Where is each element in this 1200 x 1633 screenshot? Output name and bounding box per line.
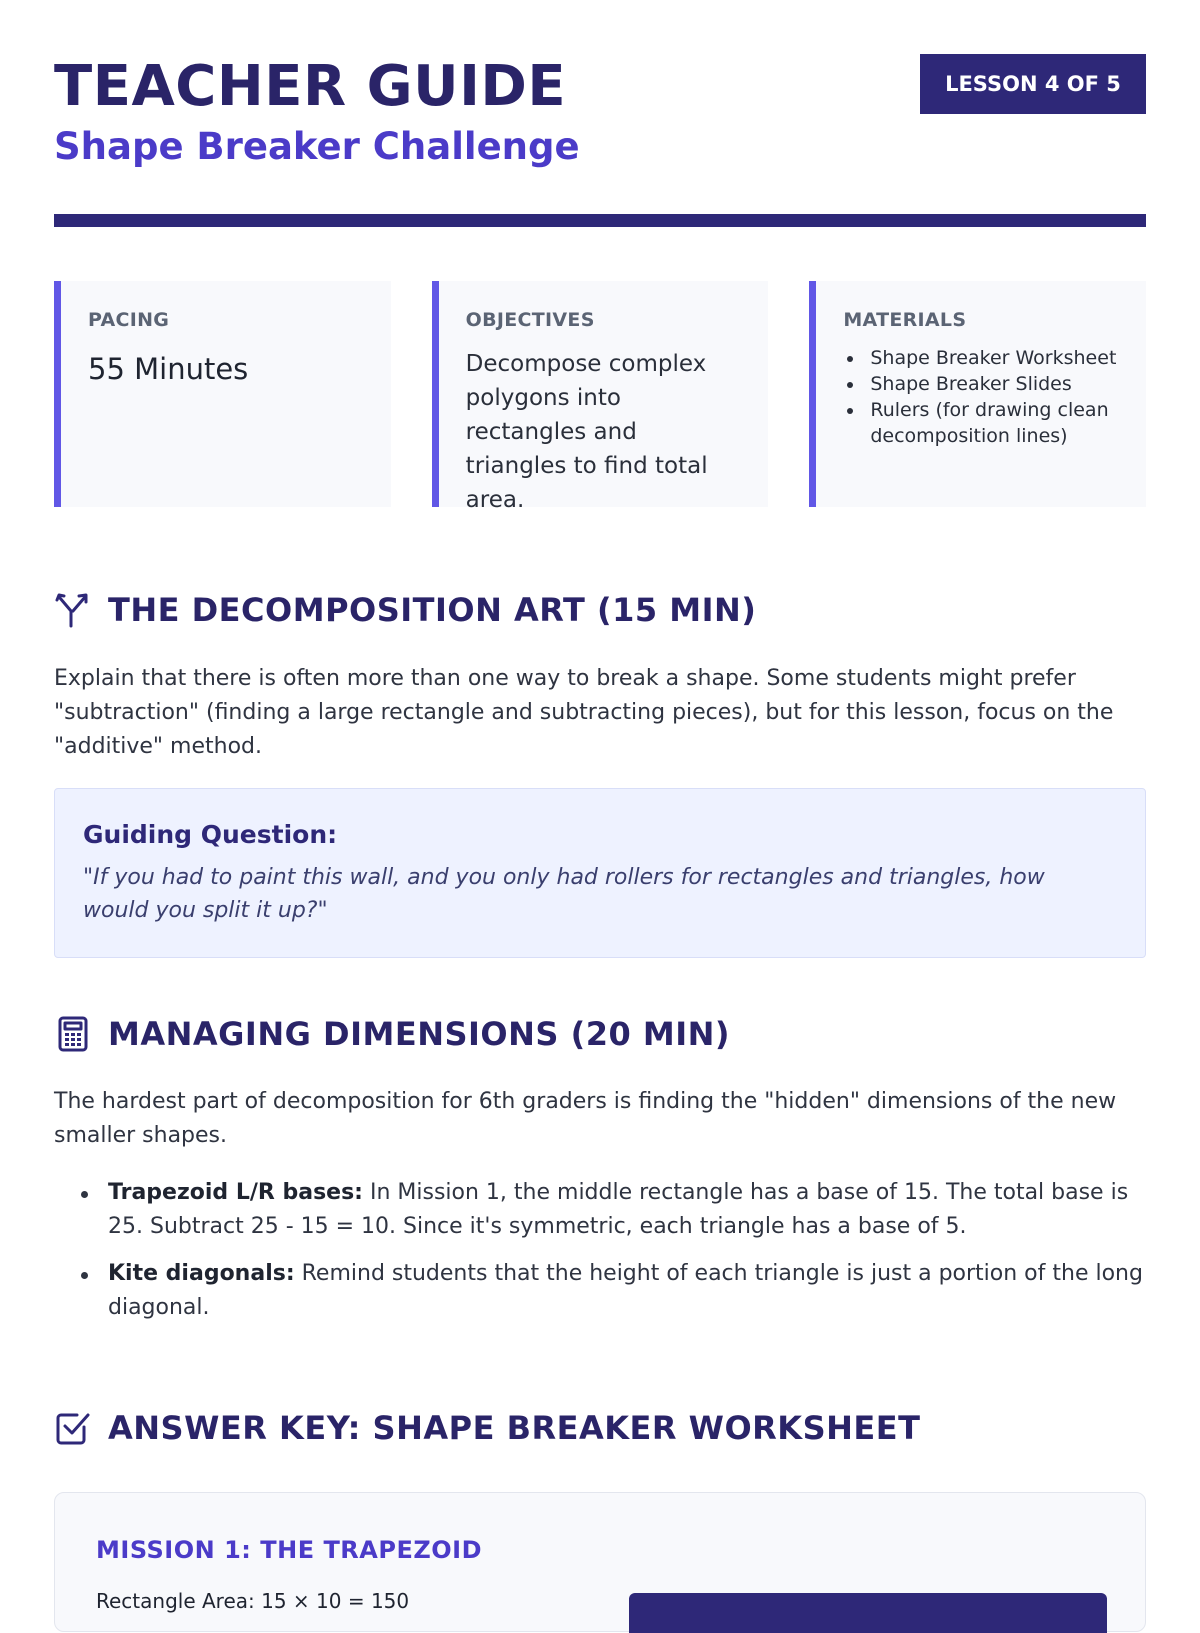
- section-answer-key-header: [54, 1408, 920, 1448]
- callout-quote: "If you had to paint this wall, and you only had rollers for rectangles and triangles, how would you split it up?": [83, 865, 1045, 923]
- calculator-icon: [54, 1015, 92, 1053]
- materials-item: Shape Breaker Worksheet: [843, 345, 1120, 371]
- objectives-label: OBJECTIVES: [465, 309, 595, 331]
- mission-diagram-frame: [629, 1593, 1107, 1633]
- materials-item: Rulers (for drawing clean decomposition lines): [843, 397, 1120, 449]
- materials-item: Shape Breaker Slides: [843, 371, 1120, 397]
- callout-title: Guiding Question:: [83, 820, 338, 849]
- section-dimensions-header: [54, 1014, 730, 1054]
- materials-label: MATERIALS: [843, 309, 967, 331]
- dimensions-paragraph: The hardest part of decomposition for 6th graders is finding the "hidden" dimensions of the new smaller shapes.: [54, 1089, 1117, 1148]
- bullet-text: Remind students that the height of each triangle is just a portion of the long diagonal.: [108, 1261, 1143, 1320]
- section-title: THE DECOMPOSITION ART (15 MIN): [108, 591, 757, 629]
- mission-1-card: [54, 1492, 1146, 1632]
- guiding-question-callout: [54, 788, 1146, 958]
- checkbox-icon: [54, 1409, 92, 1447]
- pacing-value: 55 Minutes: [88, 352, 249, 386]
- info-cards: [54, 281, 1146, 513]
- bullet-term: Trapezoid L/R bases:: [108, 1180, 363, 1205]
- mission-title: MISSION 1: THE TRAPEZOID: [96, 1536, 483, 1564]
- section-title: ANSWER KEY: SHAPE BREAKER WORKSHEET: [108, 1409, 921, 1447]
- list-item: [54, 1257, 1146, 1325]
- page-subtitle: Shape Breaker Challenge: [54, 125, 580, 168]
- objectives-card: [432, 281, 769, 513]
- header-divider: [54, 214, 1146, 227]
- list-item: [54, 1176, 1146, 1244]
- section-title: MANAGING DIMENSIONS (20 MIN): [108, 1015, 731, 1053]
- mission-text: Rectangle Area: 15 × 10 = 150: [96, 1589, 410, 1613]
- page-title: TEACHER GUIDE: [54, 54, 567, 119]
- bullet-term: Kite diagonals:: [108, 1261, 295, 1286]
- materials-card: [809, 281, 1146, 507]
- decomposition-paragraph: Explain that there is often more than one way to break a shape. Some students might prefer "subtraction" (finding a large rectangle and subtracting pieces), but for this lesson, focus on the "additive" method.: [54, 666, 1114, 759]
- header: [54, 0, 1146, 228]
- pacing-card: [54, 281, 391, 507]
- materials-list: [843, 345, 1120, 449]
- objectives-text: Decompose complex polygons into rectangles and triangles to find total area.: [465, 351, 708, 513]
- dimensions-bullets: [54, 1176, 1146, 1338]
- split-arrows-icon: [54, 591, 92, 629]
- pacing-label: PACING: [88, 309, 170, 331]
- bullet-text: In Mission 1, the middle rectangle has a base of 15. The total base is 25. Subtract 25 - 15 = 10. Since it's symmetric, each triangle has a base of 5.: [108, 1180, 1129, 1239]
- section-decomposition-header: [54, 590, 756, 630]
- lesson-badge: LESSON 4 OF 5: [920, 54, 1146, 114]
